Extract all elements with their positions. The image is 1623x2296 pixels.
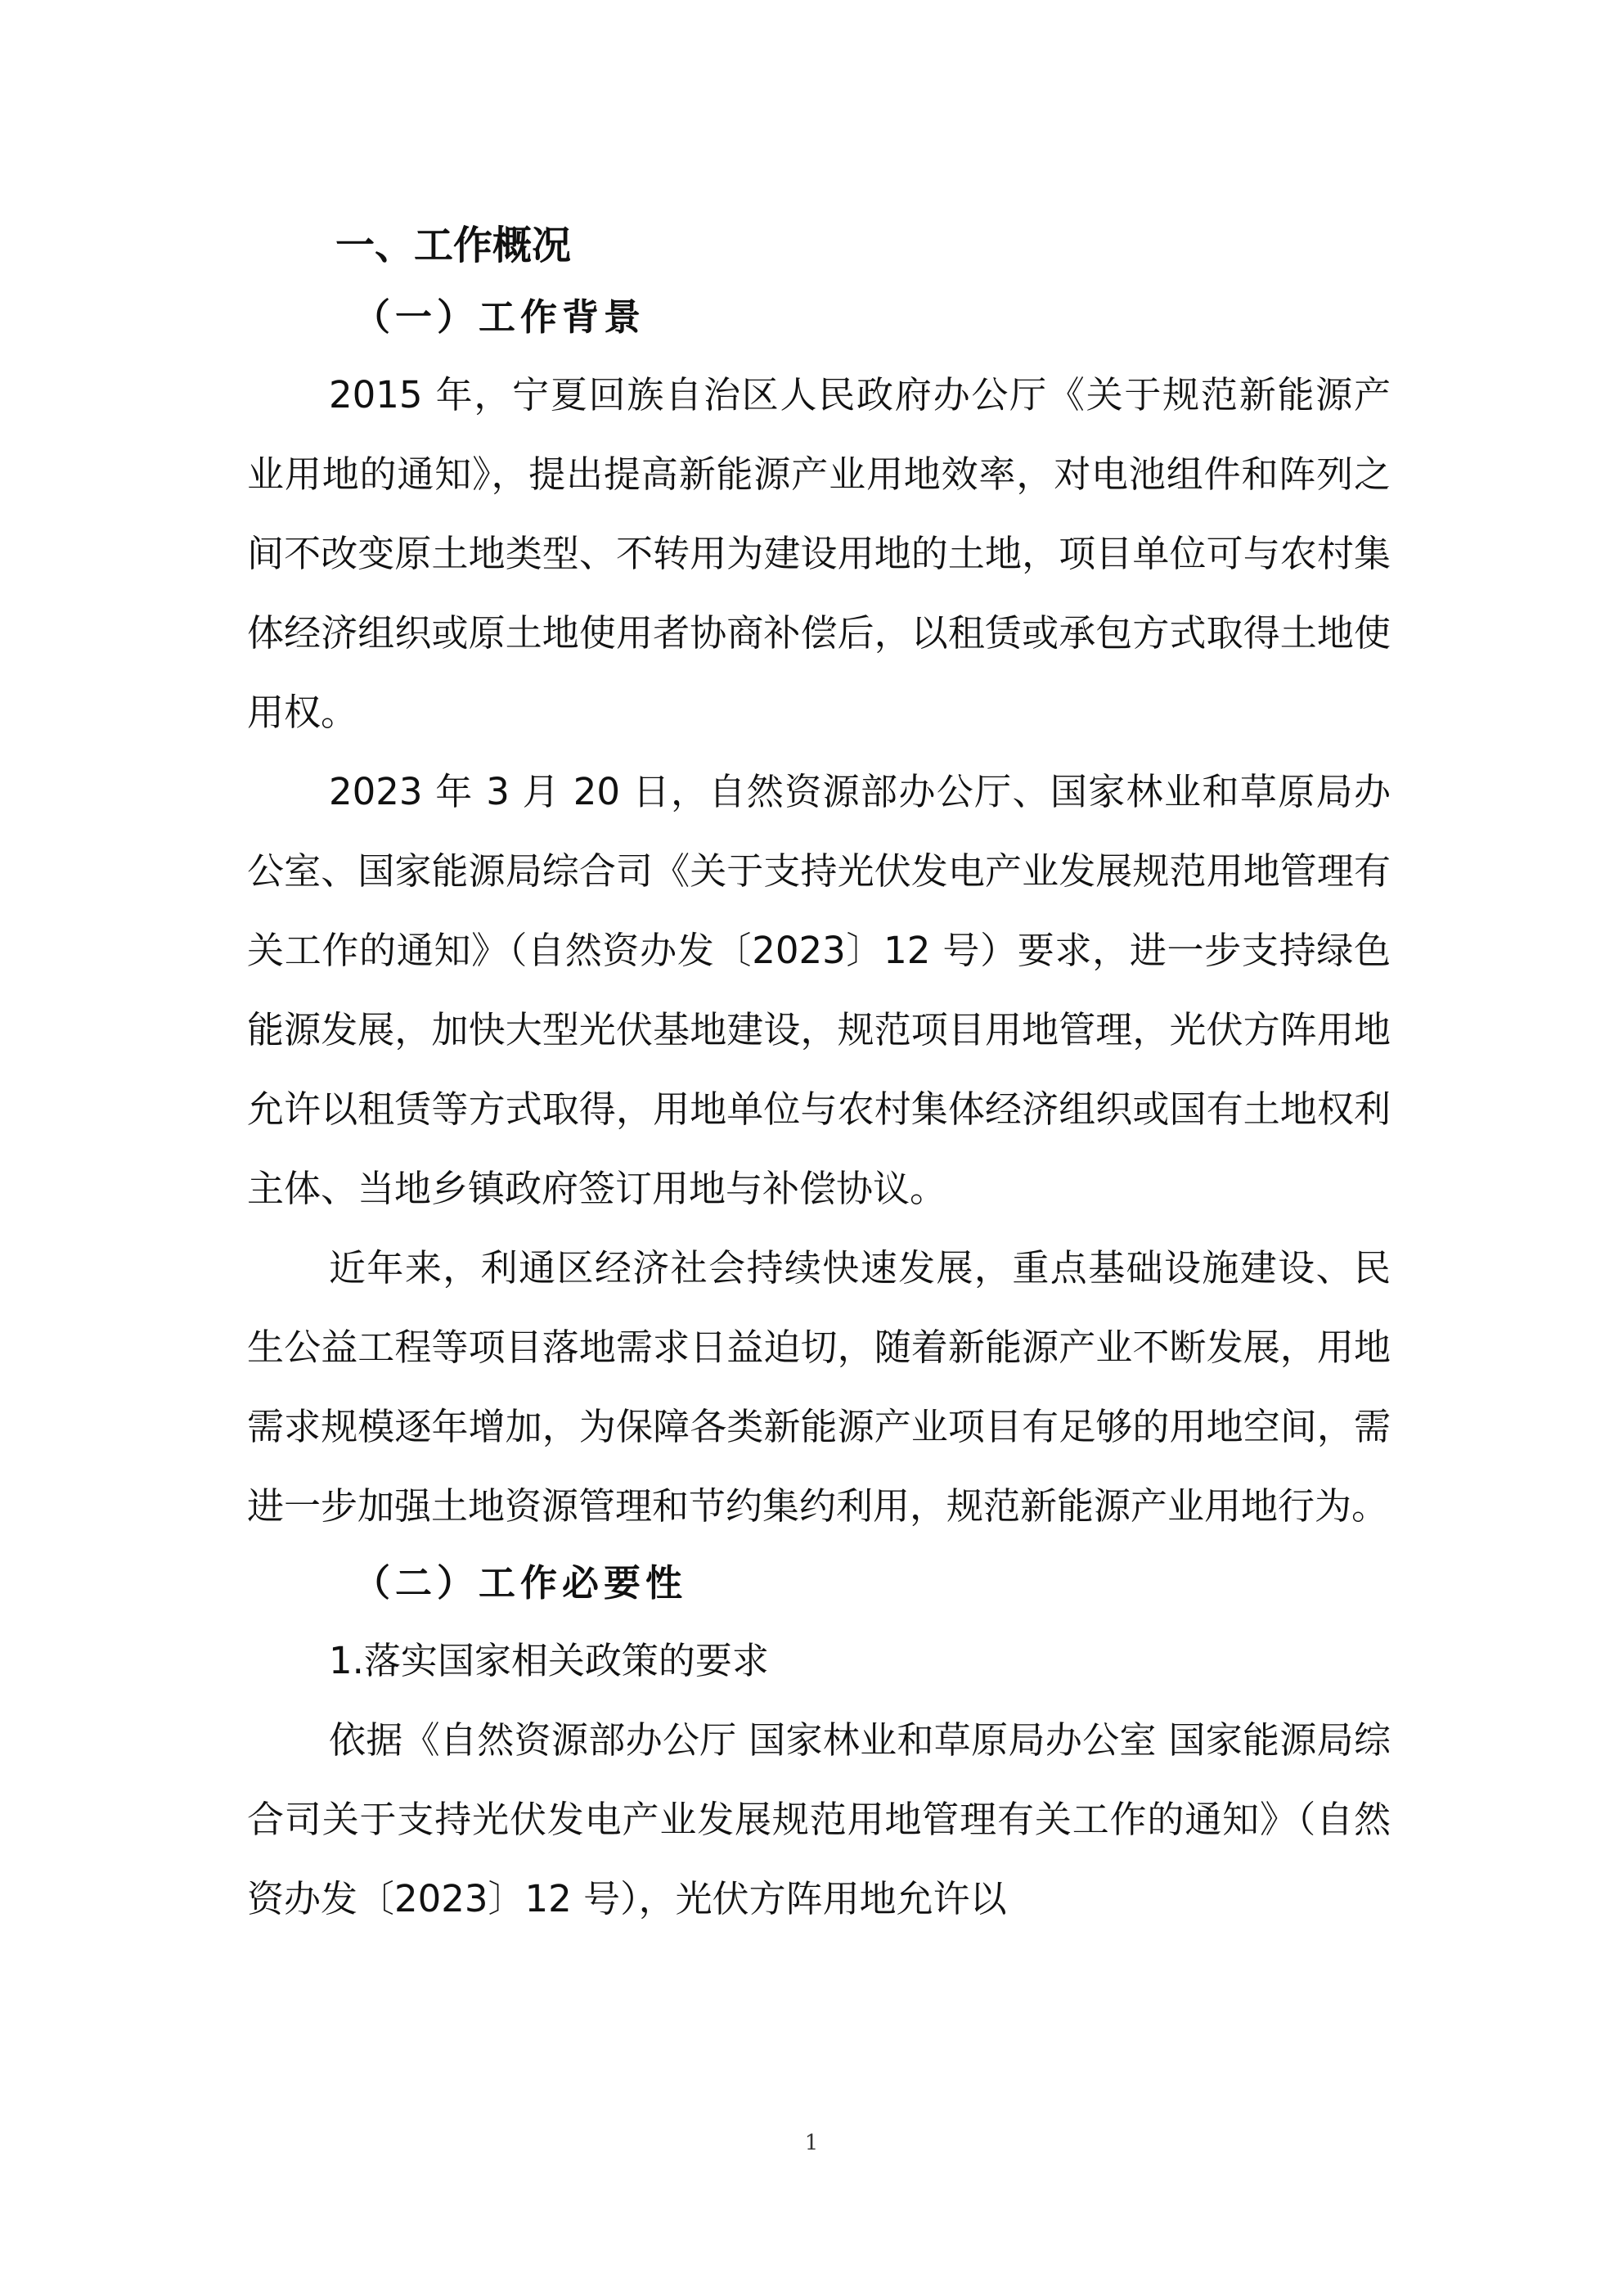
- document-body: [247, 211, 1391, 1938]
- subsection-title-policy: 1.落实国家相关政策的要求: [329, 1639, 769, 1682]
- paragraph-recent-development: 近年来，利通区经济社会持续快速发展，重点基础设施建设、民生公益工程等项目落地需求日益迫切，随着新能源产业不断发展，用地需求规模逐年增加，为保障各类新能源产业项目有足够的用地空间，需进一步加强土地资源管理和节约集约利用，规范新能源产业用地行为。: [247, 1246, 1391, 1528]
- paragraph-2015-notice: 2015 年，宁夏回族自治区人民政府办公厅《关于规范新能源产业用地的通知》，提出提高新能源产业用地效率，对电池组件和阵列之间不改变原土地类型、不转用为建设用地的土地，项目单位可与农村集体经济组织或原土地使用者协商补偿后，以租赁或承包方式取得土地使用权。: [247, 373, 1391, 734]
- paragraph-policy-basis: 依据《自然资源部办公厅 国家林业和草原局办公室 国家能源局综合司关于支持光伏发电产业发展规范用地管理有关工作的通知》（自然资办发〔2023〕12 号），光伏方阵用地允许以: [247, 1718, 1391, 1920]
- page-number: 1: [804, 2131, 819, 2155]
- section-title-necessity: （二）工作必要性: [353, 1561, 688, 1605]
- section-title-background: （一）工作背景: [353, 295, 646, 339]
- heading-work-overview: 一、工作概况: [335, 223, 572, 268]
- paragraph-2023-notice: 2023 年 3 月 20 日，自然资源部办公厅、国家林业和草原局办公室、国家能源局综合司《关于支持光伏发电产业发展规范用地管理有关工作的通知》（自然资办发〔2023〕12 号）要求，进一步支持绿色能源发展，加快大型光伏基地建设，规范项目用地管理，光伏方阵用地允许以租赁等方式取得，用地单位与农村集体经济组织或国有土地权利主体、当地乡镇政府签订用地与补偿协议。: [247, 770, 1391, 1210]
